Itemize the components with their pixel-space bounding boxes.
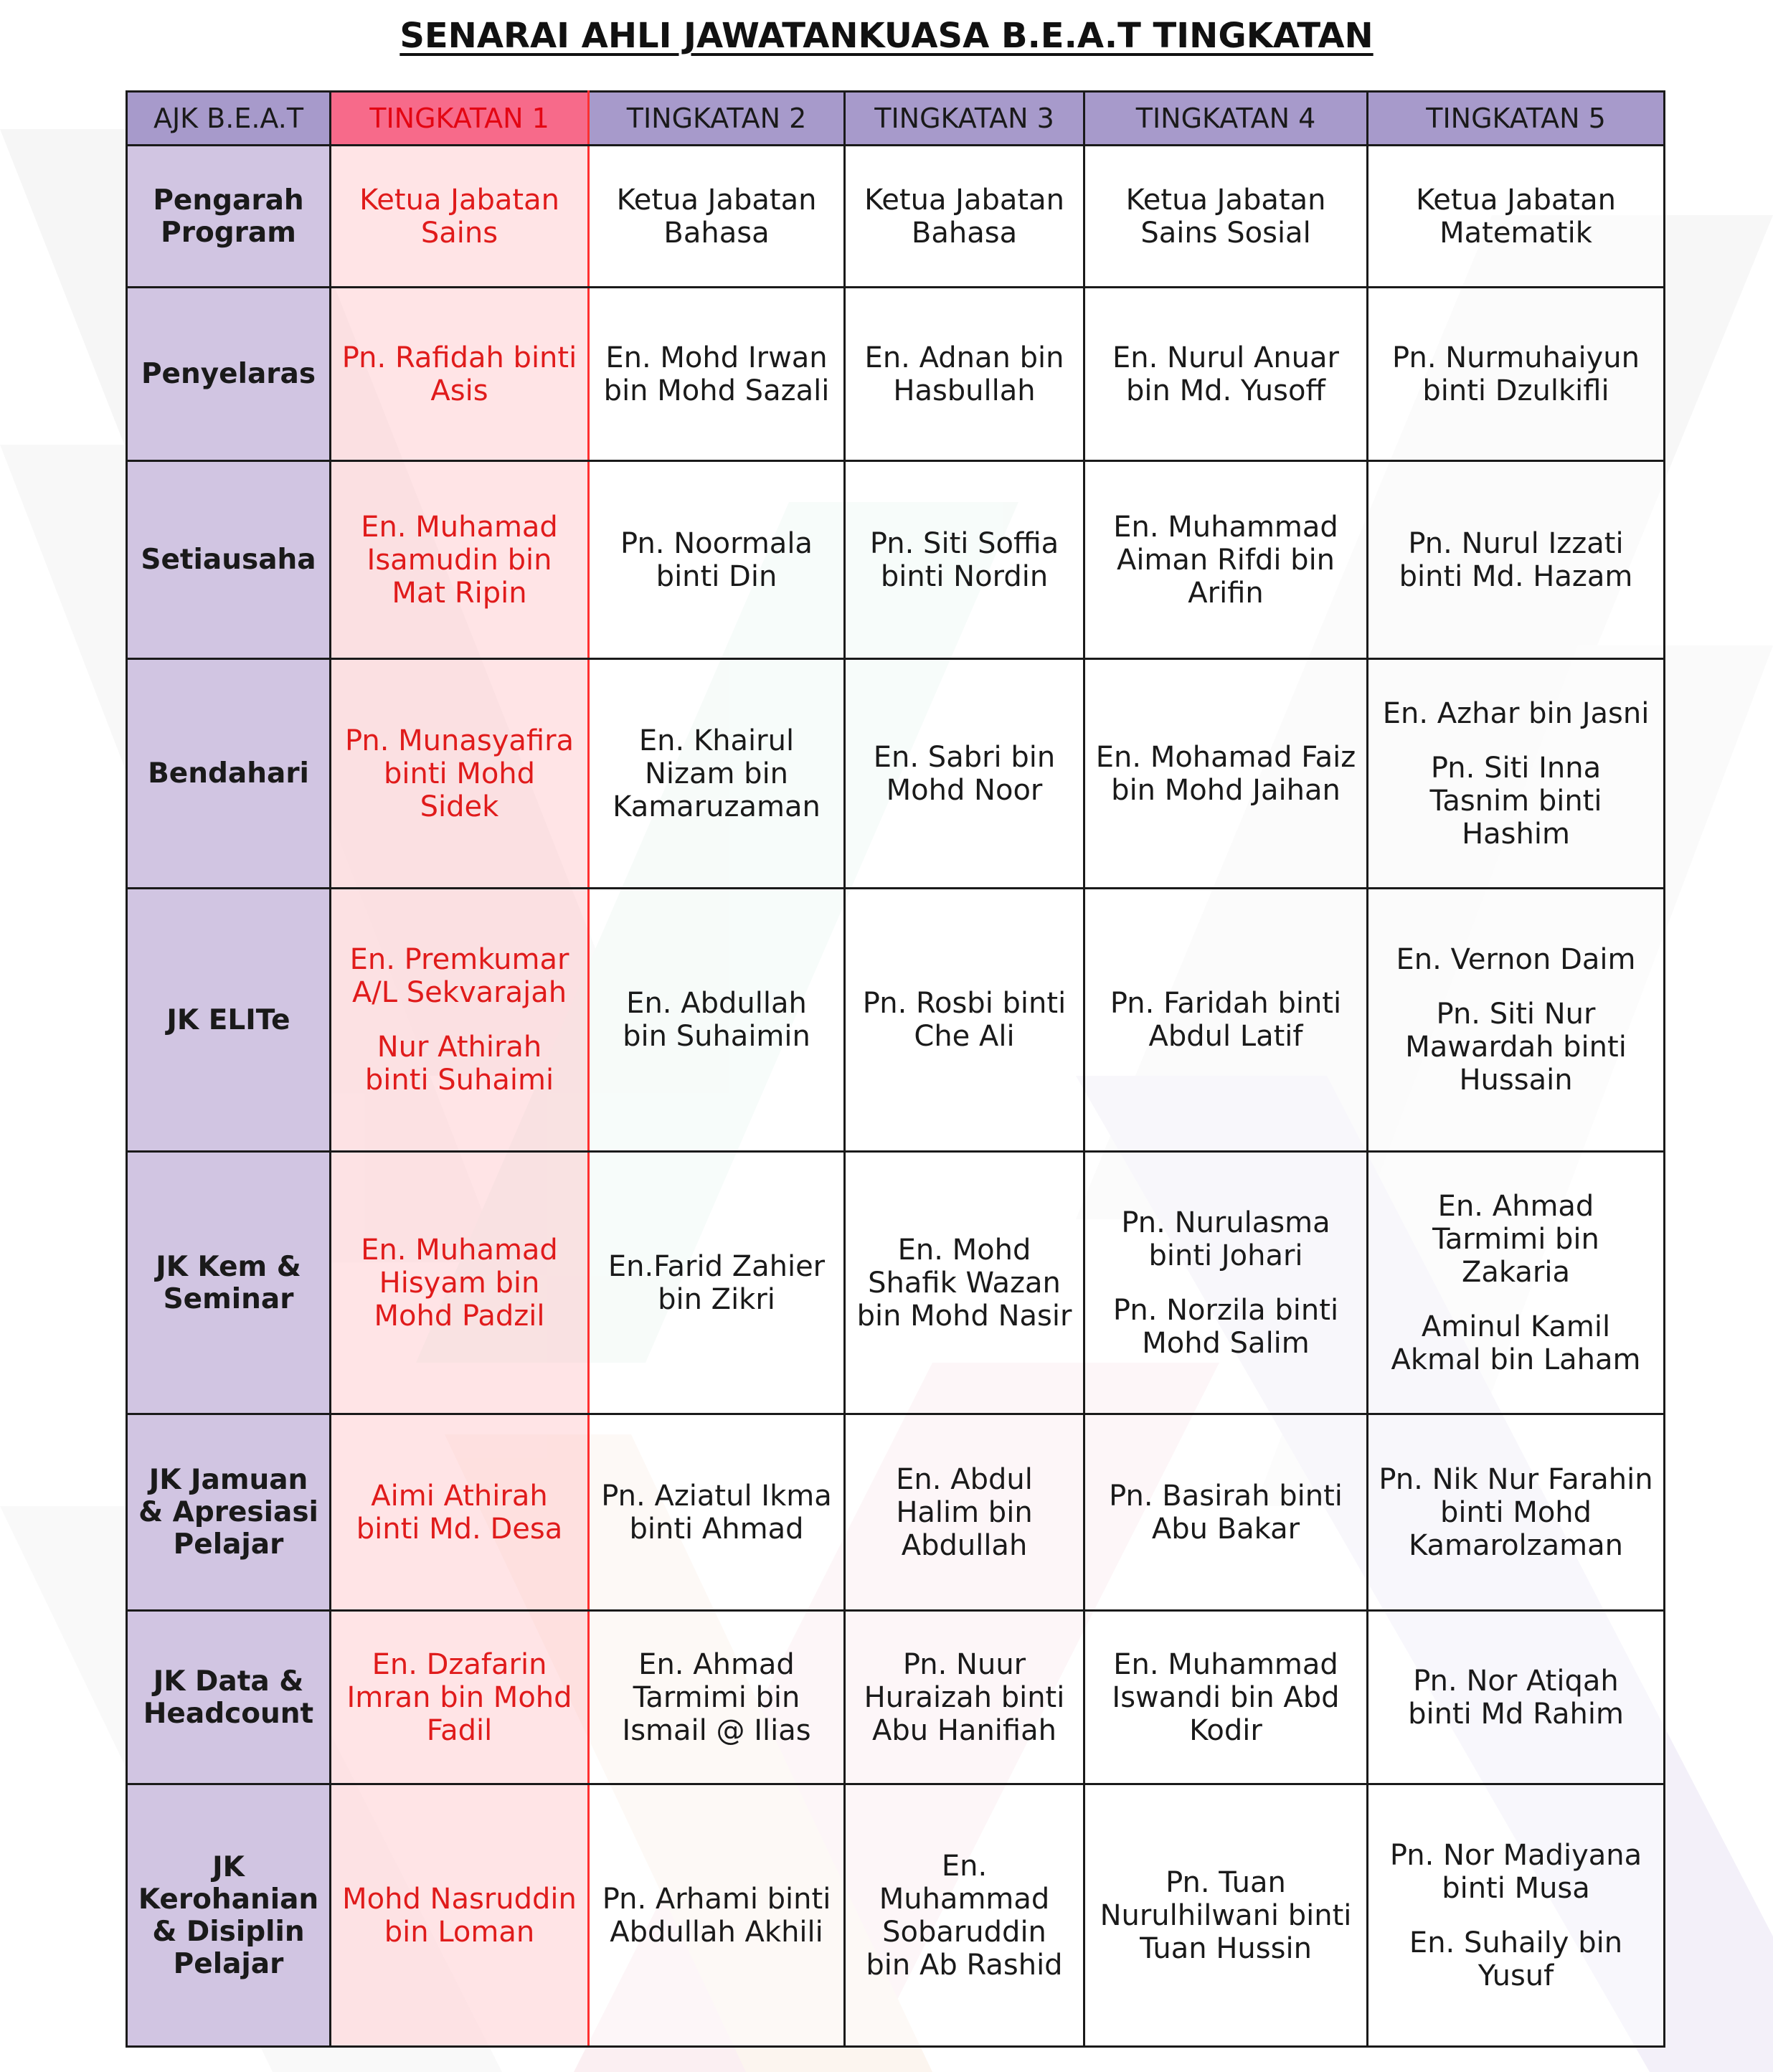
header-row (127, 92, 1665, 146)
role-label: JK ELITe (127, 889, 331, 1152)
member-name: Nur Athirah binti Suhaimi (364, 1031, 554, 1097)
table-row (127, 146, 1665, 288)
member-name: En. Muhammad Sobaruddin bin Ab Rashid (866, 1849, 1063, 1982)
member-name: En. Dzafarin Imran bin Mohd Fadil (346, 1647, 572, 1747)
member-cell-tingkatan-3 (845, 1611, 1084, 1784)
table-row (127, 1414, 1665, 1611)
role-label: JK Data & Headcount (127, 1611, 331, 1784)
member-cell-tingkatan-2 (589, 1414, 845, 1611)
role-label: JK Jamuan & Apresiasi Pelajar (127, 1414, 331, 1611)
member-cell-tingkatan-5 (1368, 288, 1665, 461)
member-name: En. Nurul Anuar bin Md. Yusoff (1112, 341, 1339, 407)
table-row (127, 1611, 1665, 1784)
member-name: Pn. Basirah binti Abu Bakar (1109, 1479, 1343, 1546)
member-name: Ketua Jabatan Sains Sosial (1125, 183, 1326, 250)
member-cell-tingkatan-1 (331, 461, 589, 659)
member-name: En. Vernon Daim (1396, 943, 1636, 976)
member-cell-tingkatan-4 (1084, 288, 1368, 461)
member-cell-tingkatan-2 (589, 1152, 845, 1414)
member-name: Pn. Munasyafira binti Mohd Sidek (344, 724, 575, 823)
member-cell-tingkatan-3 (845, 461, 1084, 659)
member-name: Aimi Athirah binti Md. Desa (356, 1479, 563, 1546)
member-name: Pn. Nik Nur Farahin binti Mohd Kamarolzaman (1379, 1462, 1653, 1562)
member-cell-tingkatan-5 (1368, 1611, 1665, 1784)
member-name: Pn. Arhami binti Abdullah Akhili (602, 1882, 831, 1949)
member-name: Ketua Jabatan Matematik (1416, 183, 1616, 250)
member-name: Pn. Nuur Huraizah binti Abu Hanifiah (864, 1647, 1065, 1747)
member-cell-tingkatan-1 (331, 1611, 589, 1784)
member-cell-tingkatan-3 (845, 1414, 1084, 1611)
member-name: En. Muhamad Hisyam bin Mohd Padzil (361, 1233, 558, 1333)
member-cell-tingkatan-5 (1368, 1784, 1665, 2047)
member-cell-tingkatan-4 (1084, 461, 1368, 659)
member-name: Pn. Nor Atiqah binti Md Rahim (1408, 1664, 1624, 1731)
member-cell-tingkatan-2 (589, 288, 845, 461)
member-name: En. Sabri bin Mohd Noor (873, 740, 1056, 807)
page-title (0, 16, 1773, 56)
member-name: Pn. Siti Soffia binti Nordin (869, 526, 1059, 593)
member-name: En. Khairul Nizam bin Kamaruzaman (613, 724, 821, 823)
member-name: Ketua Jabatan Sains (359, 183, 559, 250)
table-row (127, 461, 1665, 659)
member-cell-tingkatan-3 (845, 659, 1084, 889)
member-cell-tingkatan-5 (1368, 461, 1665, 659)
member-cell-tingkatan-4 (1084, 1152, 1368, 1414)
member-name: Pn. Siti Nur Mawardah binti Hussain (1405, 998, 1627, 1097)
role-label: Penyelaras (127, 288, 331, 461)
member-name: En. Mohd Shafik Wazan bin Mohd Nasir (856, 1233, 1072, 1333)
member-name: En. Mohamad Faiz bin Mohd Jaihan (1095, 740, 1356, 807)
table-row (127, 1152, 1665, 1414)
member-cell-tingkatan-3 (845, 1152, 1084, 1414)
member-cell-tingkatan-2 (589, 1784, 845, 2047)
member-cell-tingkatan-2 (589, 1611, 845, 1784)
member-name: Aminul Kamil Akmal bin Laham (1391, 1310, 1641, 1376)
member-cell-tingkatan-5 (1368, 1152, 1665, 1414)
member-cell-tingkatan-1 (331, 288, 589, 461)
member-name: Pn. Rosbi binti Che Ali (862, 987, 1067, 1053)
table-body (127, 146, 1665, 2047)
member-cell-tingkatan-4 (1084, 1414, 1368, 1611)
member-name: En. Ahmad Tarmimi bin Zakaria (1432, 1189, 1599, 1289)
member-cell-tingkatan-1 (331, 1414, 589, 1611)
role-label: Bendahari (127, 659, 331, 889)
table-row (127, 1784, 1665, 2047)
header-tingkatan-5: TINGKATAN 5 (1368, 92, 1665, 146)
committee-table (126, 90, 1665, 2048)
role-label: JK Kem & Seminar (127, 1152, 331, 1414)
member-name: Ketua Jabatan Bahasa (616, 183, 817, 250)
member-name: Pn. Nurul Izzati binti Md. Hazam (1399, 526, 1633, 593)
member-name: En. Mohd Irwan bin Mohd Sazali (603, 341, 830, 407)
member-name: Pn. Aziatul Ikma binti Ahmad (601, 1479, 832, 1546)
member-cell-tingkatan-1 (331, 1784, 589, 2047)
member-cell-tingkatan-4 (1084, 1611, 1368, 1784)
member-cell-tingkatan-1 (331, 1152, 589, 1414)
member-name: Pn. Faridah binti Abdul Latif (1110, 987, 1342, 1053)
member-name: Pn. Nor Madiyana binti Musa (1389, 1838, 1642, 1905)
role-label: Setiausaha (127, 461, 331, 659)
member-name: En. Abdullah bin Suhaimin (623, 987, 810, 1053)
role-label: JK Kerohanian & Disiplin Pelajar (127, 1784, 331, 2047)
member-name: En.Farid Zahier bin Zikri (607, 1249, 826, 1316)
member-cell-tingkatan-2 (589, 659, 845, 889)
table-row (127, 288, 1665, 461)
member-cell-tingkatan-3 (845, 288, 1084, 461)
member-name: Ketua Jabatan Bahasa (864, 183, 1064, 250)
page-title-text: SENARAI AHLI JAWATANKUASA B.E.A.T TINGKATAN (399, 16, 1374, 56)
member-name: Pn. Norzila binti Mohd Salim (1112, 1293, 1339, 1360)
member-cell-tingkatan-5 (1368, 889, 1665, 1152)
member-cell-tingkatan-5 (1368, 146, 1665, 288)
member-cell-tingkatan-3 (845, 889, 1084, 1152)
table-row (127, 889, 1665, 1152)
member-cell-tingkatan-4 (1084, 146, 1368, 288)
member-cell-tingkatan-1 (331, 659, 589, 889)
member-name: En. Premkumar A/L Sekvarajah (349, 943, 569, 1009)
member-name: En. Adnan bin Hasbullah (864, 341, 1064, 407)
role-label: Pengarah Program (127, 146, 331, 288)
member-cell-tingkatan-4 (1084, 1784, 1368, 2047)
member-name: En. Muhammad Iswandi bin Abd Kodir (1112, 1647, 1340, 1747)
header-tingkatan-3: TINGKATAN 3 (845, 92, 1084, 146)
member-name: En. Azhar bin Jasni (1382, 696, 1650, 730)
member-name: En. Ahmad Tarmimi bin Ismail @ Ilias (622, 1647, 811, 1747)
member-name: Pn. Siti Inna Tasnim binti Hashim (1429, 751, 1602, 851)
member-cell-tingkatan-2 (589, 146, 845, 288)
header-tingkatan-1: TINGKATAN 1 (331, 92, 589, 146)
member-name: En. Suhaily bin Yusuf (1409, 1926, 1623, 1992)
member-cell-tingkatan-3 (845, 146, 1084, 288)
member-name: En. Muhammad Aiman Rifdi bin Arifin (1113, 510, 1338, 610)
member-name: Pn. Nurulasma binti Johari (1121, 1206, 1330, 1272)
table-row (127, 659, 1665, 889)
member-cell-tingkatan-1 (331, 889, 589, 1152)
member-cell-tingkatan-2 (589, 461, 845, 659)
member-cell-tingkatan-2 (589, 889, 845, 1152)
member-name: Pn. Tuan Nurulhilwani binti Tuan Hussin (1100, 1865, 1352, 1965)
member-cell-tingkatan-4 (1084, 659, 1368, 889)
member-name: En. Abdul Halim bin Abdullah (896, 1462, 1033, 1562)
header-tingkatan-4: TINGKATAN 4 (1084, 92, 1368, 146)
member-name: Pn. Noormala binti Din (620, 526, 813, 593)
member-cell-tingkatan-5 (1368, 1414, 1665, 1611)
member-name: Mohd Nasruddin bin Loman (342, 1882, 577, 1949)
member-cell-tingkatan-4 (1084, 889, 1368, 1152)
member-name: En. Muhamad Isamudin bin Mat Ripin (361, 510, 558, 610)
member-name: Pn. Nurmuhaiyun binti Dzulkifli (1392, 341, 1640, 407)
member-cell-tingkatan-3 (845, 1784, 1084, 2047)
header-tingkatan-2: TINGKATAN 2 (589, 92, 845, 146)
member-cell-tingkatan-5 (1368, 659, 1665, 889)
header-ajk: AJK B.E.A.T (127, 92, 331, 146)
member-name: Pn. Rafidah binti Asis (341, 341, 577, 407)
member-cell-tingkatan-1 (331, 146, 589, 288)
